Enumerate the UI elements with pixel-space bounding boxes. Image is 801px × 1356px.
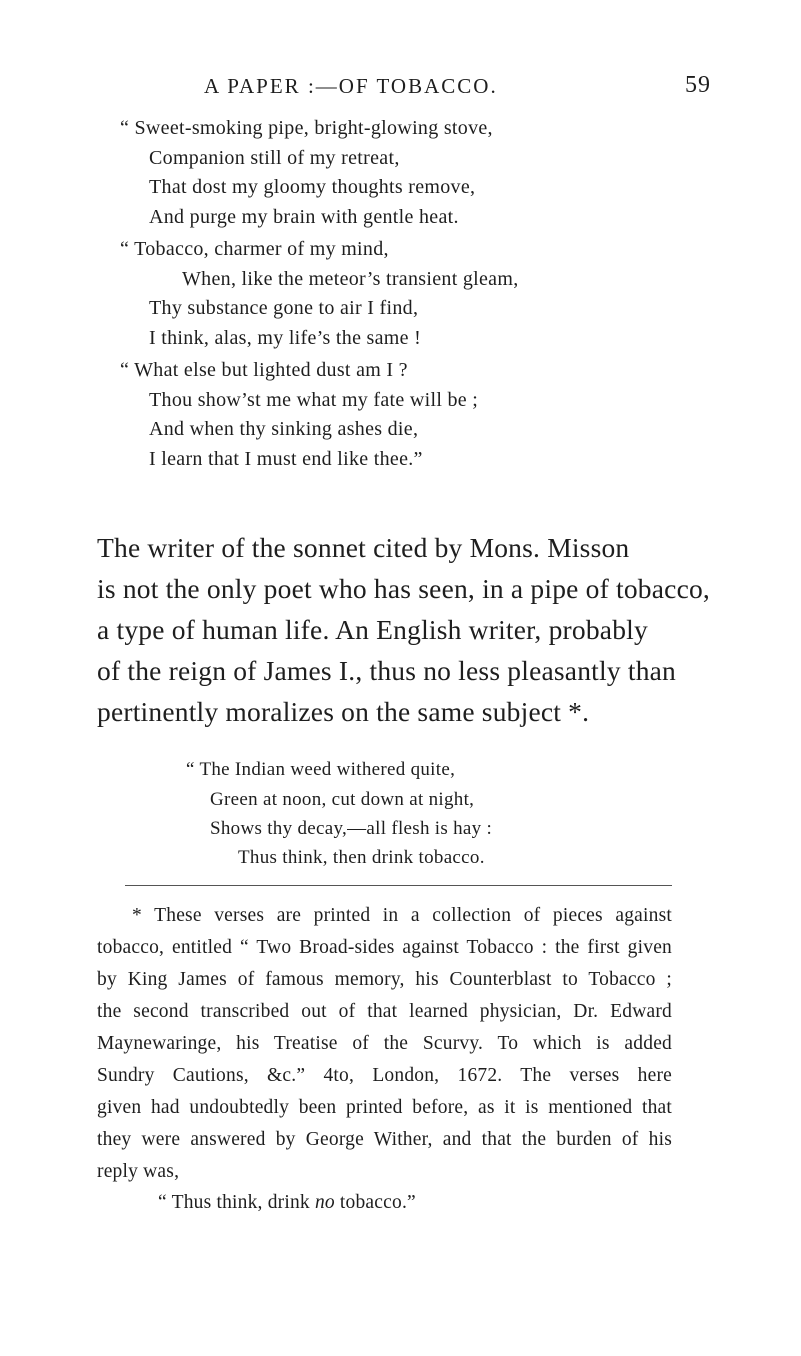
poem-line: “ Tobacco, charmer of my mind, (120, 238, 389, 260)
footnote-line: Maynewaringe, his Treatise of the Scurvy. To which is added (97, 1033, 672, 1054)
verse-line: Thus think, then drink tobacco. (238, 847, 485, 868)
footnote-line: the second transcribed out of that learned physician, Dr. Edward (97, 1001, 672, 1022)
poem-line: Thou show’st me what my fate will be ; (149, 389, 479, 411)
prose-line: pertinently moralizes on the same subject *. (97, 696, 590, 727)
poem-line: That dost my gloomy thoughts remove, (149, 176, 476, 198)
poem-line: And when thy sinking ashes die, (149, 418, 419, 440)
poem-line: Companion still of my retreat, (149, 147, 400, 169)
footnote-line: given had undoubtedly been printed before, as it is mentioned that (97, 1097, 672, 1118)
poem-line: When, like the meteor’s transient gleam, (182, 268, 519, 290)
prose-line: The writer of the sonnet cited by Mons. Misson (97, 532, 630, 563)
running-header (0, 74, 801, 104)
poem-line: “ Sweet-smoking pipe, bright-glowing stove, (120, 117, 493, 139)
poem-line: And purge my brain with gentle heat. (149, 206, 459, 228)
poem-line: Thy substance gone to air I find, (149, 297, 419, 319)
verse-line: “ The Indian weed withered quite, (186, 759, 456, 780)
quote-end: tobacco.” (334, 1192, 416, 1213)
poem-line: I learn that I must end like thee.” (149, 448, 423, 470)
prose-line: a type of human life. An English writer, probably (97, 614, 648, 645)
verse-line: Green at noon, cut down at night, (210, 789, 475, 810)
footnote-line: they were answered by George Wither, and that the burden of his (97, 1129, 672, 1150)
footnote-quote (158, 1189, 416, 1217)
prose-line: of the reign of James I., thus no less pleasantly than (97, 655, 677, 686)
header-title: A PAPER :—OF TOBACCO. (204, 74, 498, 98)
verse-line: Shows thy decay,—all flesh is hay : (210, 818, 493, 839)
footnote-line: reply was, (97, 1161, 180, 1182)
footnote-line: * These verses are printed in a collection of pieces against (132, 905, 672, 926)
poem-line: I think, alas, my life’s the same ! (149, 327, 422, 349)
poem-line: “ What else but lighted dust am I ? (120, 359, 408, 381)
footnote-line: by King James of famous memory, his Counterblast to Tobacco ; (97, 969, 672, 990)
footnote-line: Sundry Cautions, &c.” 4to, London, 1672. The verses here (97, 1065, 672, 1086)
footnote-line: tobacco, entitled “ Two Broad-sides against Tobacco : the first given (97, 937, 672, 958)
quote-emphasis: no (314, 1192, 335, 1213)
footnote-rule (125, 885, 672, 886)
page-number: 59 (685, 72, 711, 98)
prose-line: is not the only poet who has seen, in a pipe of tobacco, (97, 573, 711, 604)
quote-start: “ Thus think, drink (158, 1192, 315, 1213)
